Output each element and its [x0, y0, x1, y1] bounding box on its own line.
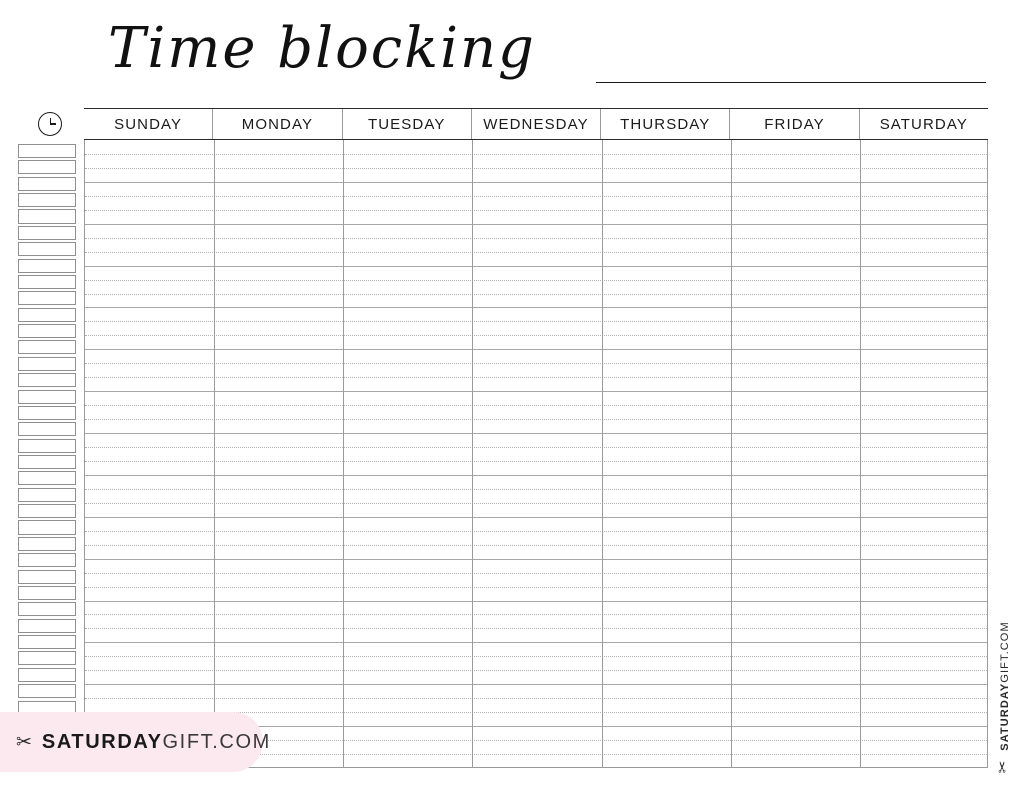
time-label-box[interactable] — [18, 602, 76, 616]
grid-row-line — [85, 461, 988, 462]
time-label-box[interactable] — [18, 651, 76, 665]
grid-row-line — [85, 266, 988, 267]
grid-row-line — [85, 545, 988, 546]
grid-column-line — [860, 140, 861, 768]
grid-row-line — [85, 294, 988, 295]
grid-row-line — [85, 335, 988, 336]
grid-column-line — [731, 140, 732, 768]
time-label-box[interactable] — [18, 406, 76, 420]
time-label-box[interactable] — [18, 209, 76, 223]
brand-name-light: GIFT.COM — [162, 730, 271, 753]
time-label-box[interactable] — [18, 340, 76, 354]
grid-row-line — [85, 280, 988, 281]
brand-footer — [0, 712, 271, 772]
grid-row-line — [85, 698, 988, 699]
day-header-monday: MONDAY — [213, 109, 342, 139]
time-label-box[interactable] — [18, 668, 76, 682]
clock-header-cell — [16, 108, 84, 140]
grid-row-line — [85, 642, 988, 643]
grid-row-line — [85, 238, 988, 239]
grid-row-line — [85, 182, 988, 183]
grid-column-line — [343, 140, 344, 768]
grid-row-line — [85, 531, 988, 532]
grid-row-line — [85, 447, 988, 448]
time-label-box[interactable] — [18, 193, 76, 207]
grid-column-line — [214, 140, 215, 768]
grid-row-line — [85, 405, 988, 406]
side-brand-name-bold: SATURDAY — [999, 682, 1011, 751]
grid-row-line — [85, 168, 988, 169]
grid-row-line — [85, 349, 988, 350]
title-write-in-rule[interactable] — [596, 82, 986, 83]
brand-name-bold: SATURDAY — [41, 730, 163, 753]
time-label-box[interactable] — [18, 455, 76, 469]
time-label-box[interactable] — [18, 619, 76, 633]
time-label-box[interactable] — [18, 324, 76, 338]
grid-column-line — [602, 140, 603, 768]
grid-row-line — [85, 489, 988, 490]
time-label-box[interactable] — [18, 144, 76, 158]
time-label-box[interactable] — [18, 291, 76, 305]
time-label-box[interactable] — [18, 373, 76, 387]
time-label-box[interactable] — [18, 504, 76, 518]
time-label-box[interactable] — [18, 259, 76, 273]
time-label-box[interactable] — [18, 471, 76, 485]
grid-row-line — [85, 601, 988, 602]
day-header-tuesday: TUESDAY — [343, 109, 472, 139]
day-header-friday: FRIDAY — [730, 109, 859, 139]
grid-row-line — [85, 391, 988, 392]
grid-row-line — [85, 628, 988, 629]
time-label-box[interactable] — [18, 537, 76, 551]
grid-row-line — [85, 419, 988, 420]
time-label-box[interactable] — [18, 553, 76, 567]
time-label-box[interactable] — [18, 160, 76, 174]
grid-row-line — [85, 377, 988, 378]
grid-row-line — [85, 224, 988, 225]
grid-row-line — [85, 587, 988, 588]
grid-row-line — [85, 573, 988, 574]
grid-row-line — [85, 670, 988, 671]
grid-column-line — [472, 140, 473, 768]
grid-row-line — [85, 614, 988, 615]
grid-row-line — [85, 210, 988, 211]
grid-row-line — [85, 363, 988, 364]
time-label-box[interactable] — [18, 422, 76, 436]
time-label-box[interactable] — [18, 357, 76, 371]
time-blocking-planner — [16, 108, 988, 768]
grid-row-line — [85, 559, 988, 560]
side-scissors-icon: ✂ — [994, 760, 1012, 774]
grid-row-line — [85, 154, 988, 155]
time-label-box[interactable] — [18, 242, 76, 256]
grid-row-line — [85, 684, 988, 685]
day-header-sunday: SUNDAY — [84, 109, 213, 139]
time-label-box[interactable] — [18, 439, 76, 453]
day-header-wednesday: WEDNESDAY — [472, 109, 601, 139]
grid-row-line — [85, 475, 988, 476]
side-brand — [994, 614, 1016, 784]
time-label-box[interactable] — [18, 308, 76, 322]
grid-row-line — [85, 196, 988, 197]
day-header-row — [84, 108, 988, 140]
time-label-box[interactable] — [18, 488, 76, 502]
clock-icon — [38, 112, 62, 136]
grid-row-line — [85, 321, 988, 322]
planner-grid[interactable] — [84, 140, 988, 768]
time-label-box[interactable] — [18, 390, 76, 404]
time-label-box[interactable] — [18, 570, 76, 584]
time-label-box[interactable] — [18, 586, 76, 600]
time-label-box[interactable] — [18, 635, 76, 649]
time-label-box[interactable] — [18, 684, 76, 698]
title-area — [0, 0, 1024, 108]
time-label-column — [16, 144, 84, 766]
grid-row-line — [85, 252, 988, 253]
side-brand-name — [999, 611, 1011, 761]
brand-name — [42, 731, 271, 754]
time-label-box[interactable] — [18, 226, 76, 240]
day-header-saturday: SATURDAY — [879, 115, 968, 133]
grid-row-line — [85, 656, 988, 657]
grid-row-line — [85, 307, 988, 308]
scissors-icon: ✂ — [16, 731, 32, 753]
time-label-box[interactable] — [18, 520, 76, 534]
page-title: Time blocking — [108, 16, 536, 81]
day-header-thursday: THURSDAY — [601, 109, 730, 139]
time-label-box[interactable] — [18, 275, 76, 289]
grid-row-line — [85, 433, 988, 434]
side-brand-name-light: GIFT.COM — [999, 621, 1011, 683]
grid-row-line — [85, 503, 988, 504]
time-label-box[interactable] — [18, 177, 76, 191]
grid-row-line — [85, 517, 988, 518]
